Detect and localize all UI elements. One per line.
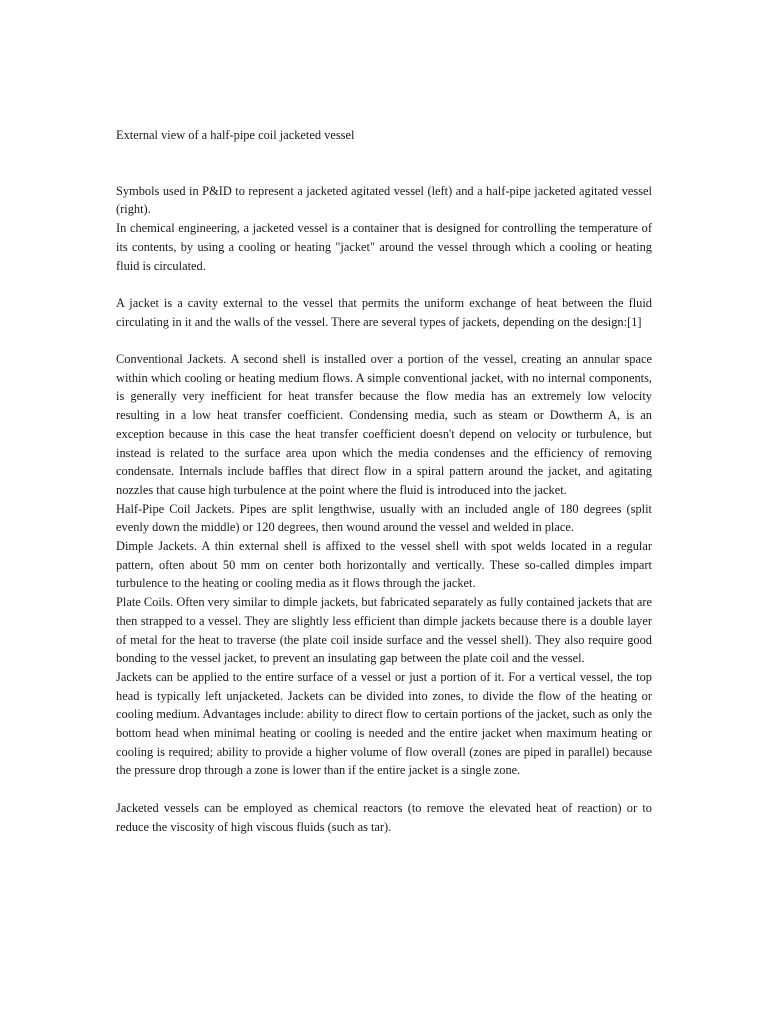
paragraph-half-pipe-coil-jackets: Half-Pipe Coil Jackets. Pipes are split lengthwise, usually with an included angle of 180 degrees (split evenly down the middle) or 120 degrees, then wound around the vessel and welded in place.	[116, 501, 652, 535]
spacer	[116, 275, 652, 294]
paragraph-symbols: Symbols used in P&ID to represent a jacketed agitated vessel (left) and a half-pipe jacketed agitated vessel (right).	[116, 183, 652, 217]
spacer	[116, 331, 652, 350]
paragraph-jacketed-vessel-uses: Jacketed vessels can be employed as chemical reactors (to remove the elevated heat of reaction) or to reduce the viscosity of high viscous fluids (such as tar).	[116, 800, 652, 834]
paragraph-conventional-jackets: Conventional Jackets. A second shell is installed over a portion of the vessel, creating an annular space within which cooling or heating medium flows. A simple conventional jacket, with no internal components, is generally very inefficient for heat transfer because the flow media has an extremely low velocity resulting in a low heat transfer coefficient. Condensing media, such as steam or Dowtherm A, is an exception because in this case the heat transfer coefficient doesn't depend on velocity or turbulence, but instead is related to the surface area upon which the media condenses and the efficiency of removing condensate. Internals include baffles that direct flow in a spiral pattern around the jacket, and agitating nozzles that cause high turbulence at the point where the fluid is introduced into the jacket.	[116, 352, 652, 497]
figure-caption: External view of a half-pipe coil jacketed vessel	[116, 128, 355, 142]
paragraph-plate-coils: Plate Coils. Often very similar to dimple jackets, but fabricated separately as fully contained jackets that are then strapped to a vessel. They are slightly less efficient than dimple jackets because there is a double layer of metal for the heat to traverse (the plate coil inside surface and the vessel shell). They also require good bonding to the vessel jacket, to prevent an insulating gap between the plate coil and the vessel.	[116, 595, 652, 666]
paragraph-jacket-definition: A jacket is a cavity external to the vessel that permits the uniform exchange of heat between the fluid circulating in it and the walls of the vessel. There are several types of jackets, depending on the design:[1]	[116, 295, 652, 329]
paragraph-intro: In chemical engineering, a jacketed vessel is a container that is designed for controlling the temperature of its contents, by using a cooling or heating "jacket" around the vessel through which a cooling or heating fluid is circulated.	[116, 221, 652, 273]
paragraph-jacket-application: Jackets can be applied to the entire surface of a vessel or just a portion of it. For a vertical vessel, the top head is typically left unjacketed. Jackets can be divided into zones, to divide the flow of the heating or cooling medium. Advantages include: ability to direct flow to certain portions of the jacket, such as only the bottom head when minimal heating or cooling is needed and the entire jacket when maximum heating or cooling is required; ability to provide a higher volume of flow overall (zones are piped in parallel) because the pressure drop through a zone is lower than if the entire jacket is a single zone.	[116, 669, 652, 778]
paragraph-dimple-jackets: Dimple Jackets. A thin external shell is affixed to the vessel shell with spot welds located in a regular pattern, often about 50 mm on center both horizontally and vertically. These so-called dimples impart turbulence to the heating or cooling media as it flows through the jacket.	[116, 539, 652, 591]
spacer	[116, 145, 652, 182]
document-page	[116, 126, 652, 836]
spacer	[116, 780, 652, 799]
